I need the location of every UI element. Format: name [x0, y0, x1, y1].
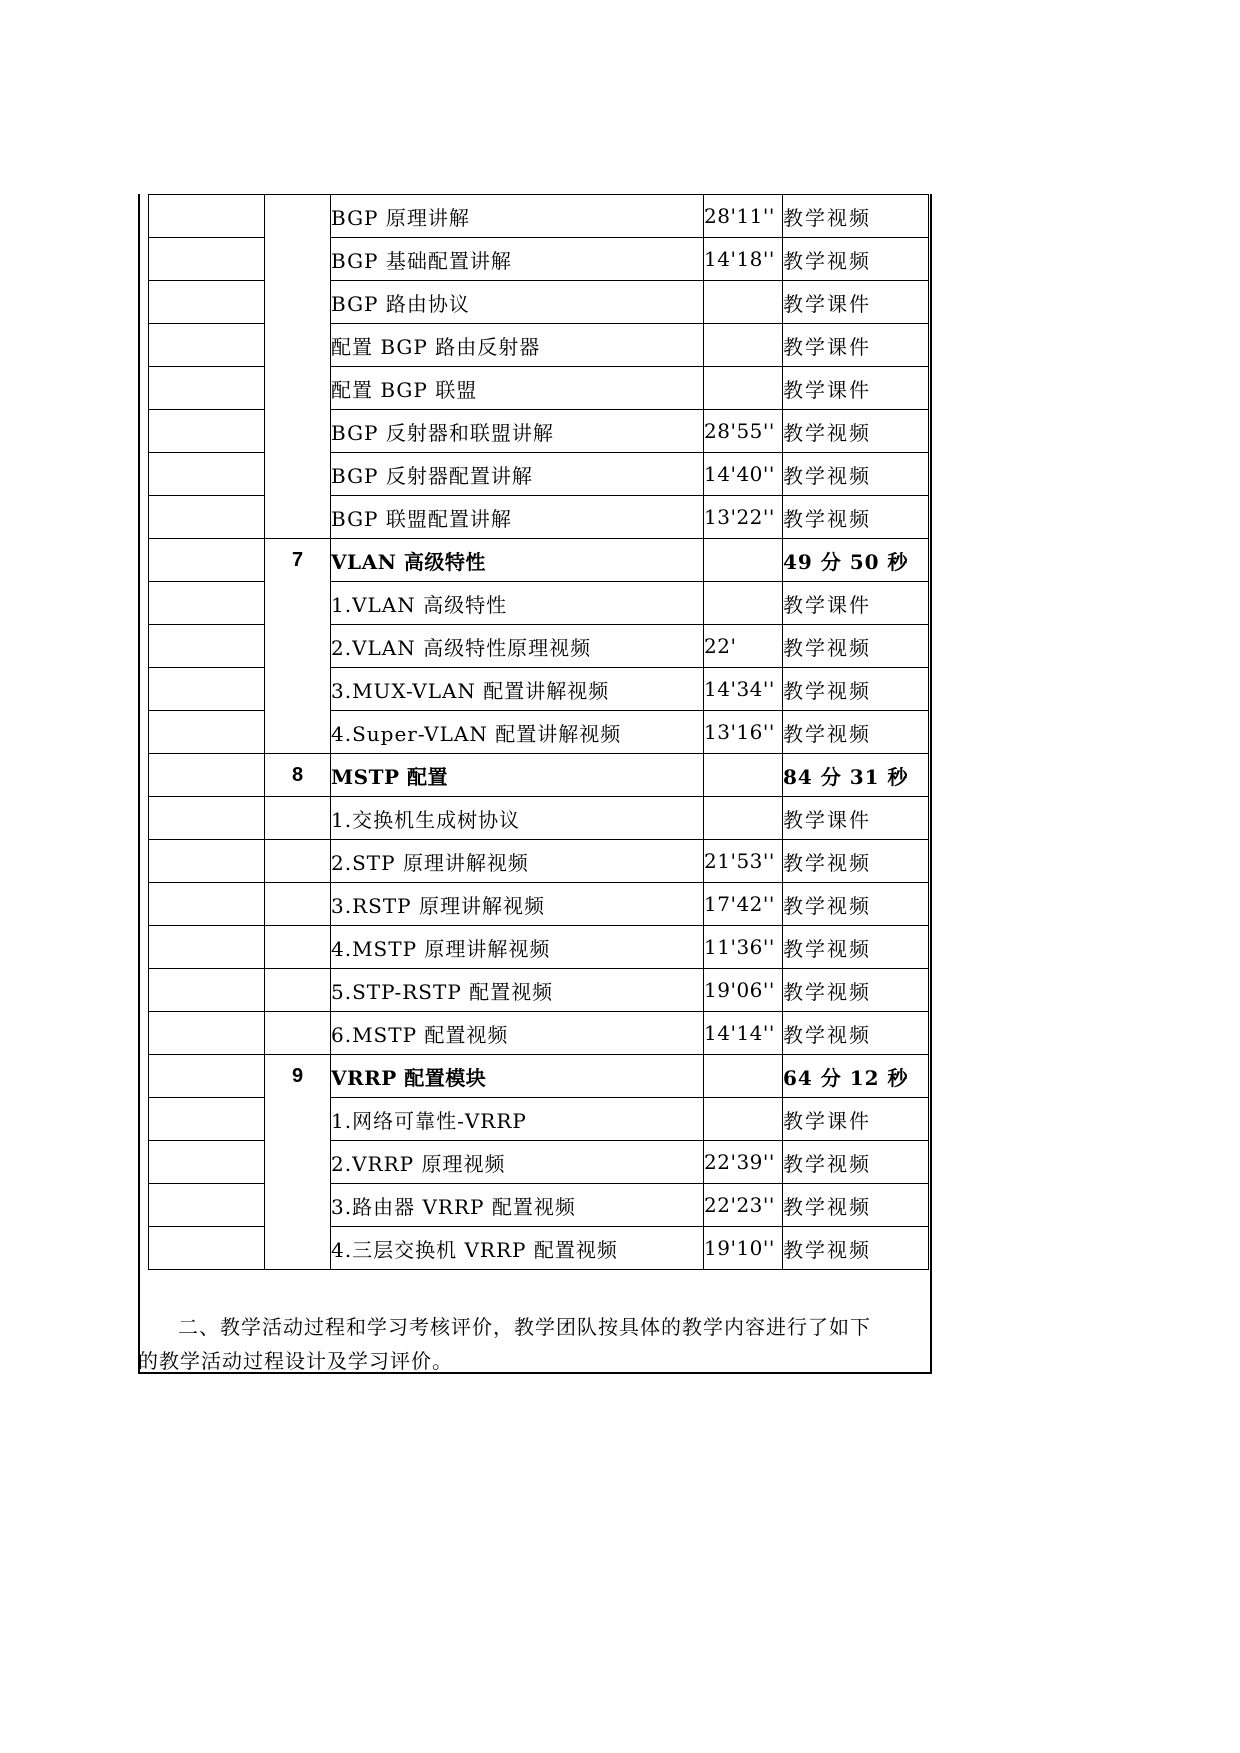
chapter-cell: [149, 711, 265, 754]
resource-name-cell: 1.VLAN 高级特性: [331, 582, 704, 625]
table-row: [149, 1184, 929, 1227]
resource-name-cell: 4.三层交换机 VRRP 配置视频: [331, 1227, 704, 1270]
chapter-cell: [149, 926, 265, 969]
chapter-cell: [149, 281, 265, 324]
table-row: [149, 883, 929, 926]
module-number-cell: [265, 453, 331, 496]
resource-type-cell: 教学课件: [783, 582, 929, 625]
table-row: [149, 453, 929, 496]
table-body: [149, 195, 929, 1270]
duration-cell: 14'34'': [704, 668, 783, 711]
chapter-cell: [149, 840, 265, 883]
module-number-cell: 9: [265, 1055, 331, 1098]
duration-cell: [704, 1098, 783, 1141]
module-total-duration-cell: 49 分 50 秒: [783, 539, 929, 582]
duration-cell: 13'16'': [704, 711, 783, 754]
table-row: [149, 582, 929, 625]
module-number-cell: [265, 711, 331, 754]
module-number-cell: [265, 496, 331, 539]
duration-cell: 19'06'': [704, 969, 783, 1012]
table-row: [149, 281, 929, 324]
chapter-cell: [149, 1141, 265, 1184]
table-row: [149, 1098, 929, 1141]
course-content-table: [148, 194, 929, 1270]
duration-cell: [704, 582, 783, 625]
table-row: [149, 797, 929, 840]
duration-cell: 14'18'': [704, 238, 783, 281]
duration-cell: 19'10'': [704, 1227, 783, 1270]
resource-name-cell: BGP 联盟配置讲解: [331, 496, 704, 539]
duration-cell: [704, 281, 783, 324]
module-number-cell: [265, 1141, 331, 1184]
module-number-cell: [265, 883, 331, 926]
duration-cell: 28'11'': [704, 195, 783, 238]
chapter-cell: [149, 1227, 265, 1270]
resource-name-cell: 2.VRRP 原理视频: [331, 1141, 704, 1184]
table-row: [149, 711, 929, 754]
resource-name-cell: BGP 反射器和联盟讲解: [331, 410, 704, 453]
module-title-cell: VRRP 配置模块: [331, 1055, 704, 1098]
module-header-row: [149, 754, 929, 797]
resource-name-cell: 2.VLAN 高级特性原理视频: [331, 625, 704, 668]
resource-type-cell: 教学课件: [783, 367, 929, 410]
table-row: [149, 969, 929, 1012]
module-total-duration-cell: 84 分 31 秒: [783, 754, 929, 797]
chapter-cell: [149, 1184, 265, 1227]
resource-name-cell: 5.STP-RSTP 配置视频: [331, 969, 704, 1012]
resource-type-cell: 教学视频: [783, 410, 929, 453]
duration-cell: 13'22'': [704, 496, 783, 539]
module-number-cell: [265, 840, 331, 883]
module-number-cell: [265, 926, 331, 969]
table-row: [149, 1227, 929, 1270]
paragraph-line-1: 二、教学活动过程和学习考核评价，教学团队按具体的教学内容进行了如下: [178, 1315, 871, 1339]
resource-name-cell: BGP 基础配置讲解: [331, 238, 704, 281]
table-row: [149, 195, 929, 238]
chapter-cell: [149, 668, 265, 711]
resource-name-cell: 4.MSTP 原理讲解视频: [331, 926, 704, 969]
table-row: [149, 367, 929, 410]
resource-type-cell: 教学视频: [783, 1227, 929, 1270]
resource-name-cell: 3.MUX-VLAN 配置讲解视频: [331, 668, 704, 711]
chapter-cell: [149, 410, 265, 453]
resource-type-cell: 教学视频: [783, 625, 929, 668]
resource-name-cell: 3.路由器 VRRP 配置视频: [331, 1184, 704, 1227]
resource-type-cell: 教学视频: [783, 1012, 929, 1055]
resource-name-cell: 6.MSTP 配置视频: [331, 1012, 704, 1055]
resource-type-cell: 教学视频: [783, 195, 929, 238]
duration-cell: 11'36'': [704, 926, 783, 969]
duration-cell: [704, 324, 783, 367]
chapter-cell: [149, 883, 265, 926]
duration-cell: 28'55'': [704, 410, 783, 453]
resource-name-cell: 配置 BGP 联盟: [331, 367, 704, 410]
module-header-row: [149, 539, 929, 582]
resource-type-cell: 教学视频: [783, 926, 929, 969]
table-row: [149, 625, 929, 668]
resource-type-cell: 教学视频: [783, 840, 929, 883]
module-number-cell: [265, 238, 331, 281]
table-row: [149, 1141, 929, 1184]
duration-cell: 14'14'': [704, 1012, 783, 1055]
chapter-cell: [149, 1012, 265, 1055]
resource-type-cell: 教学课件: [783, 324, 929, 367]
resource-type-cell: 教学视频: [783, 969, 929, 1012]
resource-type-cell: 教学课件: [783, 797, 929, 840]
chapter-cell: [149, 969, 265, 1012]
duration-cell: [704, 754, 783, 797]
module-number-cell: [265, 324, 331, 367]
resource-type-cell: 教学课件: [783, 1098, 929, 1141]
module-number-cell: [265, 582, 331, 625]
duration-cell: [704, 797, 783, 840]
table-row: [149, 238, 929, 281]
chapter-cell: [149, 1098, 265, 1141]
resource-type-cell: 教学视频: [783, 496, 929, 539]
module-total-duration-cell: 64 分 12 秒: [783, 1055, 929, 1098]
table-row: [149, 496, 929, 539]
module-number-cell: [265, 668, 331, 711]
module-number-cell: [265, 1227, 331, 1270]
module-number-cell: 8: [265, 754, 331, 797]
chapter-cell: [149, 367, 265, 410]
resource-type-cell: 教学视频: [783, 238, 929, 281]
section-paragraph: [138, 1310, 928, 1378]
module-number-cell: [265, 1098, 331, 1141]
resource-type-cell: 教学视频: [783, 453, 929, 496]
table-row: [149, 668, 929, 711]
duration-cell: 22'39'': [704, 1141, 783, 1184]
resource-name-cell: 4.Super-VLAN 配置讲解视频: [331, 711, 704, 754]
resource-name-cell: BGP 路由协议: [331, 281, 704, 324]
chapter-cell: [149, 582, 265, 625]
duration-cell: [704, 1055, 783, 1098]
module-number-cell: [265, 625, 331, 668]
resource-type-cell: 教学视频: [783, 883, 929, 926]
resource-name-cell: 3.RSTP 原理讲解视频: [331, 883, 704, 926]
chapter-cell: [149, 754, 265, 797]
resource-type-cell: 教学视频: [783, 711, 929, 754]
module-number-cell: [265, 281, 331, 324]
chapter-cell: [149, 238, 265, 281]
module-title-cell: MSTP 配置: [331, 754, 704, 797]
duration-cell: 21'53'': [704, 840, 783, 883]
resource-name-cell: 1.交换机生成树协议: [331, 797, 704, 840]
chapter-cell: [149, 195, 265, 238]
table-row: [149, 840, 929, 883]
duration-cell: 17'42'': [704, 883, 783, 926]
module-number-cell: [265, 1184, 331, 1227]
resource-name-cell: BGP 原理讲解: [331, 195, 704, 238]
duration-cell: 14'40'': [704, 453, 783, 496]
resource-type-cell: 教学视频: [783, 1184, 929, 1227]
resource-name-cell: 配置 BGP 路由反射器: [331, 324, 704, 367]
module-number-cell: [265, 969, 331, 1012]
module-number-cell: [265, 195, 331, 238]
resource-type-cell: 教学课件: [783, 281, 929, 324]
table-row: [149, 926, 929, 969]
chapter-cell: [149, 324, 265, 367]
duration-cell: 22': [704, 625, 783, 668]
module-title-cell: VLAN 高级特性: [331, 539, 704, 582]
duration-cell: [704, 367, 783, 410]
chapter-cell: [149, 625, 265, 668]
resource-type-cell: 教学视频: [783, 1141, 929, 1184]
table-row: [149, 324, 929, 367]
chapter-cell: [149, 1055, 265, 1098]
duration-cell: 22'23'': [704, 1184, 783, 1227]
module-number-cell: [265, 797, 331, 840]
table-row: [149, 410, 929, 453]
chapter-cell: [149, 539, 265, 582]
module-number-cell: [265, 410, 331, 453]
module-header-row: [149, 1055, 929, 1098]
duration-cell: [704, 539, 783, 582]
table-row: [149, 1012, 929, 1055]
module-number-cell: [265, 1012, 331, 1055]
paragraph-line-2: 的教学活动过程设计及学习评价。: [138, 1349, 453, 1373]
module-number-cell: [265, 367, 331, 410]
resource-name-cell: 2.STP 原理讲解视频: [331, 840, 704, 883]
chapter-cell: [149, 496, 265, 539]
chapter-cell: [149, 797, 265, 840]
chapter-cell: [149, 453, 265, 496]
resource-name-cell: BGP 反射器配置讲解: [331, 453, 704, 496]
module-number-cell: 7: [265, 539, 331, 582]
resource-type-cell: 教学视频: [783, 668, 929, 711]
resource-name-cell: 1.网络可靠性-VRRP: [331, 1098, 704, 1141]
